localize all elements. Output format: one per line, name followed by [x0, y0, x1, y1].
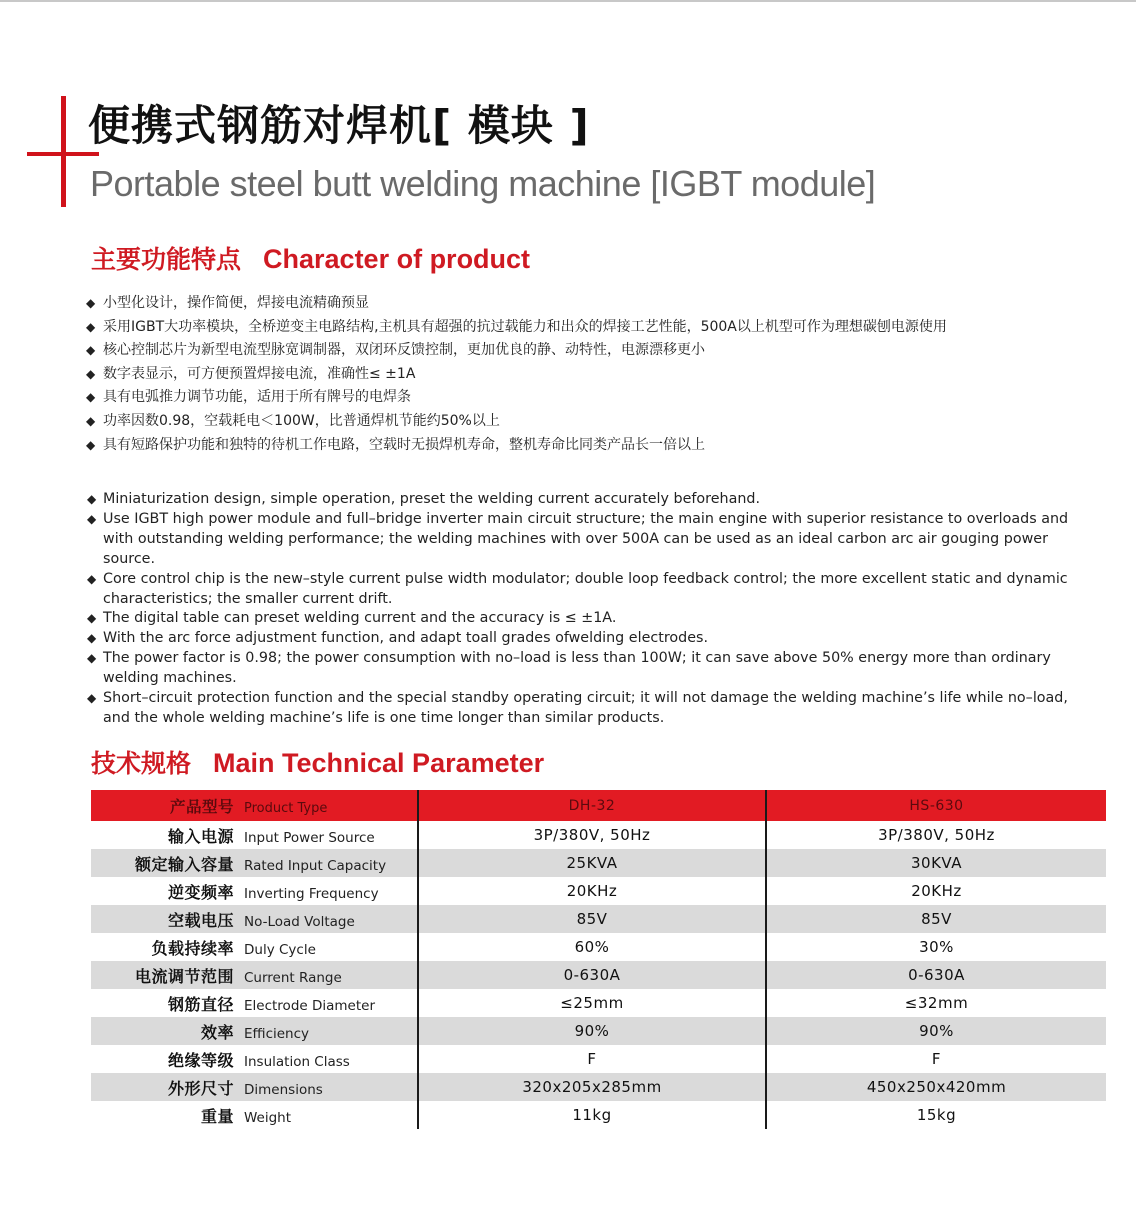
row-value-a: 3P/380V, 50Hz [418, 821, 766, 849]
row-label-en: Efficiency [244, 1025, 310, 1042]
row-label-cn: 额定输入容量 [134, 854, 234, 874]
table-row [91, 1045, 1106, 1073]
header-label-cell [91, 790, 418, 821]
section-heading-character-cn: 主要功能特点 [91, 245, 242, 274]
row-value-a: 25KVA [418, 849, 766, 877]
row-label-en: No-Load Voltage [244, 913, 355, 930]
row-label-en: Rated Input Capacity [244, 857, 387, 874]
row-label-en: Insulation Class [244, 1053, 350, 1070]
row-value-a: 90% [418, 1017, 766, 1045]
row-label-en: Electrode Diameter [244, 997, 376, 1014]
row-label-cell [91, 1073, 418, 1101]
row-label-cn: 负载持续率 [151, 938, 234, 958]
feature-item-en: ◆ Miniaturization design, simple operation, preset the welding current accurately beforehand. [87, 490, 1077, 510]
row-label-cell [91, 1101, 418, 1129]
row-label-en: Duly Cycle [244, 941, 316, 958]
feature-item-cn: ◆ 核心控制芯片为新型电流型脉宽调制器，双闭环反馈控制，更加优良的静、动特性，电源漂移更小 [86, 339, 1086, 363]
row-label-cn: 绝缘等级 [167, 1050, 234, 1070]
row-value-b: 15kg [766, 1101, 1106, 1129]
row-label-cell [91, 961, 418, 989]
row-value-a: 85V [418, 905, 766, 933]
table-row [91, 877, 1106, 905]
page-title-en: Portable steel butt welding machine [IGBT module] [90, 163, 876, 204]
feature-item-cn: ◆ 具有电弧推力调节功能，适用于所有牌号的电焊条 [86, 386, 1086, 410]
table-header-row [91, 790, 1106, 821]
row-label-cn: 电流调节范围 [134, 966, 234, 986]
parameter-table [91, 790, 1106, 1129]
header-model-b: HS-630 [766, 790, 1106, 821]
row-value-a: 0-630A [418, 961, 766, 989]
feature-item-cn: ◆ 采用IGBT大功率模块，全桥逆变主电路结构,主机具有超强的抗过载能力和出众的焊接工艺性能，500A以上机型可作为理想碳刨电源使用 [86, 316, 1086, 340]
feature-item-en: ◆ Use IGBT high power module and full–bridge inverter main circuit structure; the main engine with superior resistance to overloads and with outstanding welding performance; the welding machines with over 500A can be used as an ideal carbon arc air gouging power source. [87, 510, 1077, 570]
feature-item-cn: ◆ 具有短路保护功能和独特的待机工作电路，空载时无损焊机寿命，整机寿命比同类产品长一倍以上 [86, 434, 1086, 458]
row-value-b: ≤32mm [766, 989, 1106, 1017]
table-row [91, 821, 1106, 849]
row-value-b: 30KVA [766, 849, 1106, 877]
table-row [91, 1017, 1106, 1045]
row-label-cn: 效率 [200, 1022, 234, 1042]
row-label-cn: 输入电源 [167, 826, 234, 846]
row-label-cell [91, 905, 418, 933]
row-label-cn: 重量 [200, 1106, 234, 1126]
row-value-a: 60% [418, 933, 766, 961]
row-label-cn: 逆变频率 [167, 882, 234, 902]
row-label-cell [91, 933, 418, 961]
feature-item-cn: ◆ 数字表显示，可方便预置焊接电流，准确性≤ ±1A [86, 363, 1086, 387]
row-value-b: F [766, 1045, 1106, 1073]
table-row [91, 933, 1106, 961]
table-row [91, 1073, 1106, 1101]
page-title-cn: 便携式钢筋对焊机[ 模块 ] [88, 101, 590, 150]
feature-item-cn: ◆ 小型化设计，操作简便，焊接电流精确预显 [86, 292, 1086, 316]
row-value-a: 20KHz [418, 877, 766, 905]
row-label-cn: 钢筋直径 [167, 994, 234, 1014]
row-label-en: Current Range [244, 969, 342, 986]
table-row [91, 849, 1106, 877]
feature-item-en: ◆ The digital table can preset welding current and the accuracy is ≤ ±1A. [87, 609, 1077, 629]
top-divider [0, 0, 1136, 2]
row-label-cell [91, 989, 418, 1017]
row-label-en: Inverting Frequency [244, 885, 379, 902]
section-heading-parameters-en: Main Technical Parameter [213, 748, 545, 778]
row-label-cell [91, 849, 418, 877]
row-value-b: 30% [766, 933, 1106, 961]
row-value-b: 0-630A [766, 961, 1106, 989]
section-heading-character-en: Character of product [263, 244, 531, 274]
section-heading-parameters [91, 746, 544, 781]
row-value-a: F [418, 1045, 766, 1073]
feature-item-en: ◆ With the arc force adjustment function, and adapt toall grades ofwelding electrodes. [87, 629, 1077, 649]
row-value-a: 11kg [418, 1101, 766, 1129]
table-row [91, 905, 1106, 933]
row-value-b: 90% [766, 1017, 1106, 1045]
row-value-b: 450x250x420mm [766, 1073, 1106, 1101]
feature-list-cn [86, 292, 1086, 457]
row-label-en: Input Power Source [244, 829, 375, 846]
row-label-cell [91, 1045, 418, 1073]
table-row [91, 989, 1106, 1017]
row-label-en: Dimensions [244, 1081, 323, 1098]
section-heading-character [91, 242, 530, 277]
feature-item-en: ◆ Short–circuit protection function and the special standby operating circuit; it will not damage the welding machine’s life while no–load, and the whole welding machine’s life is one time longer than similar products. [87, 689, 1077, 729]
header-label-cn: 产品型号 [169, 797, 234, 816]
feature-item-en: ◆ Core control chip is the new–style current pulse width modulator; double loop feedback control; the more excellent static and dynamic characteristics; the smaller current drift. [87, 570, 1077, 610]
section-heading-parameters-cn: 技术规格 [91, 749, 192, 778]
row-label-cell [91, 877, 418, 905]
header-model-a: DH-32 [418, 790, 766, 821]
row-label-cn: 空载电压 [167, 910, 234, 930]
row-value-b: 3P/380V, 50Hz [766, 821, 1106, 849]
row-label-cn: 外形尺寸 [167, 1078, 234, 1098]
row-label-cell [91, 821, 418, 849]
row-label-en: Weight [244, 1109, 292, 1126]
row-value-b: 85V [766, 905, 1106, 933]
row-value-a: ≤25mm [418, 989, 766, 1017]
row-label-cell [91, 1017, 418, 1045]
row-value-b: 20KHz [766, 877, 1106, 905]
feature-list-en [87, 490, 1077, 729]
row-value-a: 320x205x285mm [418, 1073, 766, 1101]
table-row [91, 961, 1106, 989]
header-label-en: Product Type [244, 800, 328, 816]
feature-item-cn: ◆ 功率因数0.98，空载耗电＜100W，比普通焊机节能约50%以上 [86, 410, 1086, 434]
table-row [91, 1101, 1106, 1129]
feature-item-en: ◆ The power factor is 0.98; the power consumption with no–load is less than 100W; it can save above 50% energy more than ordinary welding machines. [87, 649, 1077, 689]
